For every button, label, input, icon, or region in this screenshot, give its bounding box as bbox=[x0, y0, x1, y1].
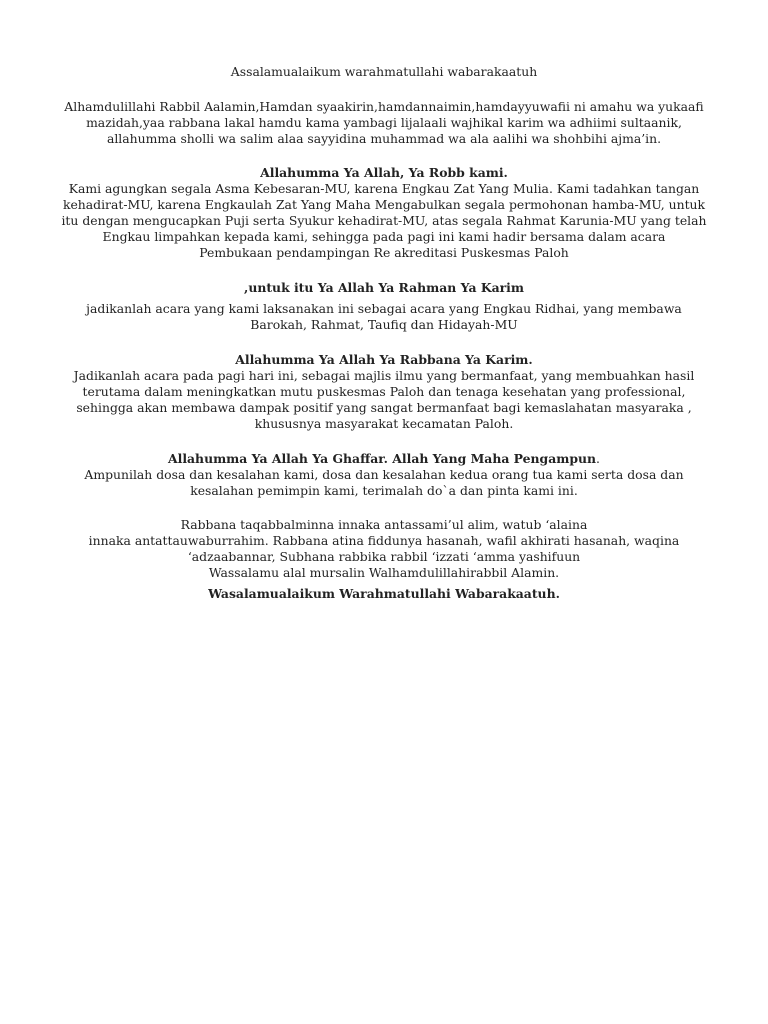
section-3-line: khususnya masyarakat kecamatan Paloh. bbox=[254, 416, 514, 431]
section-3-line: sehingga akan membawa dampak positif yang sangat bermanfaat bagi kemaslahatan masyaraka , bbox=[76, 400, 692, 415]
section-1-line: kehadirat-MU, karena Engkaulah Zat Yang Maha Mengabulkan segala permohonan hamba-MU, untuk bbox=[62, 197, 706, 212]
praise-paragraph bbox=[54, 99, 714, 147]
opening-greeting: Assalamualaikum warahmatullahi wabarakaatuh bbox=[230, 64, 538, 79]
closing-greeting-block bbox=[54, 586, 714, 602]
section-1-line: Engkau limpahkan kepada kami, sehingga pada pagi ini kami hadir bersama dalam acara bbox=[102, 229, 666, 244]
section-2 bbox=[54, 280, 714, 333]
praise-line: Alhamdulillahi Rabbil Aalamin,Hamdan syaakirin,hamdannaimin,hamdayyuwafii ni amahu wa yukaafi bbox=[64, 99, 704, 114]
closing-prayer-line: ‘adzaabannar, Subhana rabbika rabbil ‘izzati ‘amma yashifuun bbox=[187, 549, 581, 564]
section-4-heading-line bbox=[54, 451, 714, 467]
section-1-line: Pembukaan pendampingan Re akreditasi Puskesmas Paloh bbox=[199, 245, 569, 260]
opening-greeting-block bbox=[54, 64, 714, 80]
section-4-line: Ampunilah dosa dan kesalahan kami, dosa dan kesalahan kedua orang tua kami serta dosa dan bbox=[84, 467, 684, 482]
closing-prayer-line: Wassalamu alal mursalin Walhamdulillahirabbil Alamin. bbox=[208, 565, 560, 580]
section-1 bbox=[54, 165, 714, 261]
closing-prayer-line: Rabbana taqabbalminna innaka antassami’ul alim, watub ‘alaina bbox=[180, 517, 588, 532]
section-1-heading: Allahumma Ya Allah, Ya Robb kami. bbox=[260, 165, 508, 180]
section-3-line: terutama dalam meningkatkan mutu puskesmas Paloh dan tenaga kesehatan yang professional, bbox=[82, 384, 686, 399]
section-4-line: kesalahan pemimpin kami, terimalah do`a dan pinta kami ini. bbox=[190, 483, 578, 498]
section-1-line: itu dengan mengucapkan Puji serta Syukur kehadirat-MU, atas segala Rahmat Karunia-MU yang telah bbox=[61, 213, 707, 228]
section-3-heading: Allahumma Ya Allah Ya Rabbana Ya Karim. bbox=[235, 352, 533, 367]
section-4 bbox=[54, 451, 714, 499]
section-2-line: Barokah, Rahmat, Taufiq dan Hidayah-MU bbox=[250, 317, 518, 332]
section-4-heading-tail: . bbox=[596, 451, 600, 466]
section-4-heading: Allahumma Ya Allah Ya Ghaffar. Allah Yang Maha Pengampun bbox=[168, 451, 597, 466]
section-3 bbox=[54, 352, 714, 432]
section-2-line: jadikanlah acara yang kami laksanakan ini sebagai acara yang Engkau Ridhai, yang membawa bbox=[86, 301, 682, 316]
praise-line: allahumma sholli wa salim alaa sayyidina muhammad wa ala aalihi wa shohbihi ajma’in. bbox=[106, 131, 662, 146]
section-1-line: Kami agungkan segala Asma Kebesaran-MU, karena Engkau Zat Yang Mulia. Kami tadahkan tangan bbox=[68, 181, 700, 196]
closing-greeting: Wasalamualaikum Warahmatullahi Wabarakaatuh. bbox=[208, 586, 560, 601]
closing-prayer-line: innaka antattauwaburrahim. Rabbana atina fiddunya hasanah, wafil akhirati hasanah, waqina bbox=[88, 533, 680, 548]
section-3-line: Jadikanlah acara pada pagi hari ini, sebagai majlis ilmu yang bermanfaat, yang membuahkan hasil bbox=[73, 368, 695, 383]
section-2-heading: ,untuk itu Ya Allah Ya Rahman Ya Karim bbox=[244, 280, 524, 295]
closing-prayer bbox=[54, 517, 714, 581]
praise-line: mazidah,yaa rabbana lakal hamdu kama yambagi lijalaali wajhikal karim wa adhiimi sultaanik, bbox=[86, 115, 682, 130]
